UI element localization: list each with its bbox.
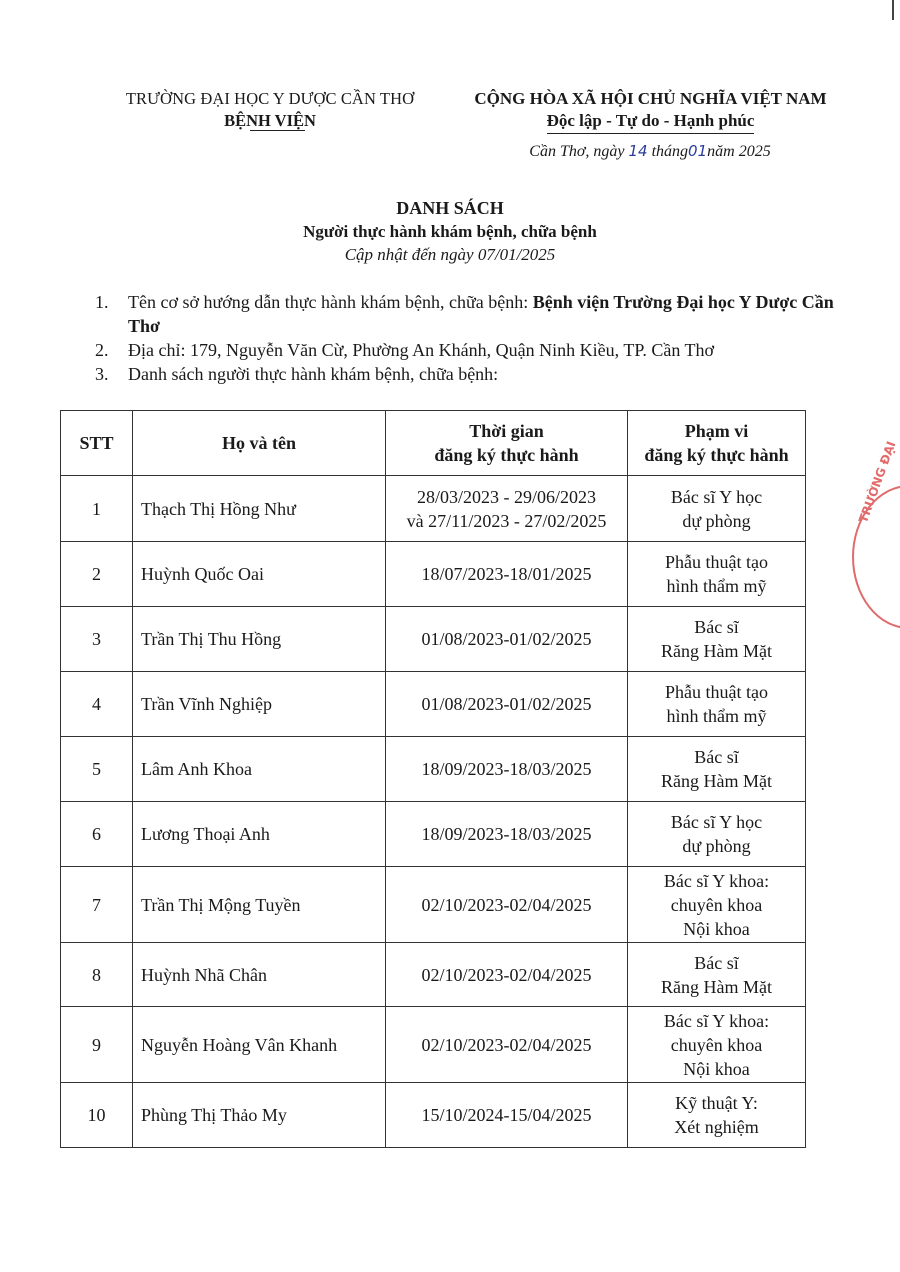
cell-scope: Phẫu thuật tạo hình thẩm mỹ bbox=[628, 542, 806, 607]
cell-scope: Bác sĩ Răng Hàm Mặt bbox=[628, 607, 806, 672]
date-month-label: tháng bbox=[651, 143, 689, 160]
cell-scope: Bác sĩ Y khoa: chuyên khoa Nội khoa bbox=[628, 867, 806, 943]
cell-time: 01/08/2023-01/02/2025 bbox=[386, 607, 628, 672]
scan-mark bbox=[892, 0, 894, 20]
cell-name: Trần Thị Thu Hồng bbox=[133, 607, 386, 672]
cell-stt: 3 bbox=[61, 607, 133, 672]
left-header bbox=[100, 88, 440, 131]
seal-text: TRƯỜNG ĐẠI bbox=[856, 439, 899, 525]
cell-name: Trần Vĩnh Nghiệp bbox=[133, 672, 386, 737]
header-time: Thời gian đăng ký thực hành bbox=[386, 411, 628, 476]
org-name: TRƯỜNG ĐẠI HỌC Y DƯỢC CẦN THƠ bbox=[125, 89, 415, 108]
cell-stt: 7 bbox=[61, 867, 133, 943]
cell-time: 02/10/2023-02/04/2025 bbox=[386, 943, 628, 1007]
cell-name: Lâm Anh Khoa bbox=[133, 737, 386, 802]
cell-scope: Bác sĩ Y khoa: chuyên khoa Nội khoa bbox=[628, 1007, 806, 1083]
header-name: Họ và tên bbox=[133, 411, 386, 476]
table-row bbox=[61, 476, 806, 542]
table-row bbox=[61, 943, 806, 1007]
cell-scope: Kỹ thuật Y: Xét nghiệm bbox=[628, 1083, 806, 1148]
cell-name: Nguyễn Hoàng Vân Khanh bbox=[133, 1007, 386, 1083]
list-item bbox=[95, 338, 855, 362]
cell-name: Huỳnh Nhã Chân bbox=[133, 943, 386, 1007]
cell-stt: 8 bbox=[61, 943, 133, 1007]
facility-name: Bệnh viện Trường Đại học Y Dược Cần Thơ bbox=[128, 292, 834, 336]
document-title: DANH SÁCH bbox=[396, 198, 504, 218]
cell-scope: Bác sĩ Răng Hàm Mặt bbox=[628, 737, 806, 802]
header-scope: Phạm vi đăng ký thực hành bbox=[628, 411, 806, 476]
list-item bbox=[95, 362, 855, 386]
table-row bbox=[61, 542, 806, 607]
date-month: 01 bbox=[688, 142, 708, 160]
cell-time: 15/10/2024-15/04/2025 bbox=[386, 1083, 628, 1148]
table-row bbox=[61, 672, 806, 737]
table-row bbox=[61, 867, 806, 943]
cell-name: Thạch Thị Hồng Như bbox=[133, 476, 386, 542]
info-list bbox=[95, 290, 855, 386]
header-stt: STT bbox=[61, 411, 133, 476]
motto: Độc lập - Tự do - Hạnh phúc bbox=[547, 110, 755, 134]
table-row bbox=[61, 607, 806, 672]
country-name: CỘNG HÒA XÃ HỘI CHỦ NGHĨA VIỆT NAM bbox=[474, 89, 827, 108]
cell-time: 18/09/2023-18/03/2025 bbox=[386, 737, 628, 802]
date-year: năm 2025 bbox=[707, 143, 771, 160]
unit-name: BỆNH VIỆN bbox=[224, 111, 316, 130]
cell-stt: 6 bbox=[61, 802, 133, 867]
table-header-row bbox=[61, 411, 806, 476]
table-row bbox=[61, 1083, 806, 1148]
date-prefix: Cần Thơ, ngày bbox=[529, 143, 625, 160]
cell-name: Huỳnh Quốc Oai bbox=[133, 542, 386, 607]
cell-scope: Bác sĩ Y học dự phòng bbox=[628, 802, 806, 867]
cell-name: Phùng Thị Thảo My bbox=[133, 1083, 386, 1148]
practitioner-table bbox=[60, 410, 806, 1148]
cell-time: 18/09/2023-18/03/2025 bbox=[386, 802, 628, 867]
date-line bbox=[500, 142, 800, 161]
table-row bbox=[61, 802, 806, 867]
cell-name: Trần Thị Mộng Tuyền bbox=[133, 867, 386, 943]
cell-scope: Bác sĩ Răng Hàm Mặt bbox=[628, 943, 806, 1007]
cell-scope: Phẫu thuật tạo hình thẩm mỹ bbox=[628, 672, 806, 737]
item-text-plain: Tên cơ sở hướng dẫn thực hành khám bệnh, chữa bệnh: bbox=[128, 292, 533, 312]
list-item bbox=[95, 290, 855, 338]
cell-time: 01/08/2023-01/02/2025 bbox=[386, 672, 628, 737]
item-number: 1. bbox=[95, 292, 109, 312]
red-seal-stamp bbox=[852, 485, 900, 629]
cell-time: 28/03/2023 - 29/06/2023 và 27/11/2023 - 27/02/2025 bbox=[386, 476, 628, 542]
cell-stt: 2 bbox=[61, 542, 133, 607]
cell-stt: 9 bbox=[61, 1007, 133, 1083]
document-subtitle: Người thực hành khám bệnh, chữa bệnh bbox=[303, 222, 597, 241]
cell-stt: 5 bbox=[61, 737, 133, 802]
cell-time: 18/07/2023-18/01/2025 bbox=[386, 542, 628, 607]
cell-time: 02/10/2023-02/04/2025 bbox=[386, 1007, 628, 1083]
cell-stt: 4 bbox=[61, 672, 133, 737]
item-number: 2. bbox=[95, 340, 109, 360]
table-row bbox=[61, 1007, 806, 1083]
date-day: 14 bbox=[628, 142, 648, 160]
updated-date: Cập nhật đến ngày 07/01/2025 bbox=[344, 245, 556, 264]
table-body bbox=[61, 476, 806, 1148]
item-number: 3. bbox=[95, 364, 109, 384]
cell-stt: 10 bbox=[61, 1083, 133, 1148]
table-row bbox=[61, 737, 806, 802]
right-header bbox=[448, 88, 853, 134]
item-text bbox=[128, 290, 855, 338]
cell-time: 02/10/2023-02/04/2025 bbox=[386, 867, 628, 943]
cell-stt: 1 bbox=[61, 476, 133, 542]
item-text: Địa chỉ: 179, Nguyễn Văn Cừ, Phường An Khánh, Quận Ninh Kiều, TP. Cần Thơ bbox=[128, 340, 715, 360]
item-text: Danh sách người thực hành khám bệnh, chữa bệnh: bbox=[128, 364, 499, 384]
cell-scope: Bác sĩ Y học dự phòng bbox=[628, 476, 806, 542]
cell-name: Lương Thoại Anh bbox=[133, 802, 386, 867]
